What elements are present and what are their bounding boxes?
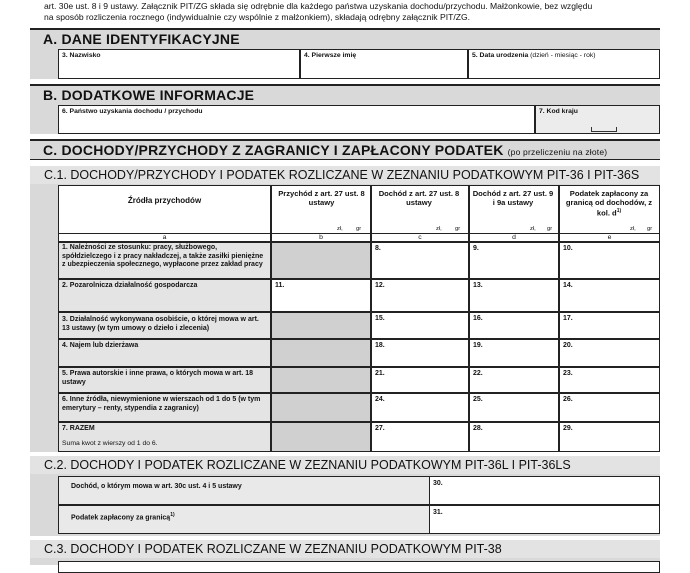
- row-1-col-b-disabled: [271, 242, 371, 279]
- header-sources: Źródła przychodów: [127, 196, 202, 205]
- row-1-col-d-field[interactable]: [469, 242, 559, 279]
- unit-zl-b: zł,: [337, 226, 343, 232]
- field-number: 29.: [563, 425, 573, 432]
- field-number: 20.: [563, 342, 573, 349]
- row-2-col-d-field[interactable]: [469, 279, 559, 312]
- field-number: 14.: [563, 282, 573, 289]
- row-7-label: 7. RAZEM: [62, 425, 95, 432]
- c2-tax-field[interactable]: [429, 505, 660, 534]
- row-3-label: 3. Działalność wykonywana osobiście, o której mowa w art. 13 ustawy (w tym umowy o dzieło i zlecenia): [62, 316, 259, 332]
- field-number: 19.: [473, 342, 483, 349]
- header-tax-paid-footnote: 1): [616, 208, 622, 214]
- column-letter-d: d: [512, 234, 516, 241]
- c2-income-label: Dochód, o którym mowa w art. 30c ust. 4 i 5 ustawy: [71, 483, 242, 490]
- c2-header: [30, 456, 660, 474]
- row-5-label: 5. Prawa autorskie i inne prawa, o których mowa w art. 18 ustawy: [62, 370, 254, 386]
- section-a-title: A. DANE IDENTYFIKACYJNE: [43, 31, 240, 47]
- c2-title: C.2. DOCHODY I PODATEK ROZLICZANE W ZEZNANIU PODATKOWYM PIT-36L I PIT-36LS: [44, 458, 571, 472]
- row-2-col-b-field[interactable]: [271, 279, 371, 312]
- row-2-label: 2. Pozarolnicza działalność gospodarcza: [62, 282, 198, 289]
- section-b-title: B. DODATKOWE INFORMACJE: [43, 87, 255, 103]
- row-1-col-e-field[interactable]: [559, 242, 660, 279]
- row-5-col-d-field[interactable]: [469, 367, 559, 393]
- row-4-label: 4. Najem lub dzierżawa: [62, 342, 139, 349]
- first-name-label: 4. Pierwsze imię: [304, 52, 357, 59]
- c2-row-tax: [58, 505, 660, 534]
- section-c-title: C. DOCHODY/PRZYCHODY Z ZAGRANICY I ZAPŁACONY PODATEK (po przeliczeniu na złote): [43, 142, 608, 158]
- row-6-col-c-field[interactable]: [371, 393, 469, 422]
- field-number: 25.: [473, 396, 483, 403]
- row-5-col-e-field[interactable]: [559, 367, 660, 393]
- field-number: 27.: [375, 425, 385, 432]
- row-2-col-e-field[interactable]: [559, 279, 660, 312]
- field-number: 26.: [563, 396, 573, 403]
- unit-zl-c: zł,: [436, 226, 442, 232]
- field-number: 17.: [563, 315, 573, 322]
- row-5-col-b-disabled: [271, 367, 371, 393]
- row-7-col-e-field[interactable]: [559, 422, 660, 452]
- row-5-col-c-field[interactable]: [371, 367, 469, 393]
- field-number: 18.: [375, 342, 385, 349]
- field-number: 15.: [375, 315, 385, 322]
- unit-zl-e: zł,: [630, 226, 636, 232]
- row-4-col-c-field[interactable]: [371, 339, 469, 367]
- unit-zl-d: zł,: [530, 226, 536, 232]
- c3-title: C.3. DOCHODY I PODATEK ROZLICZANE W ZEZNANIU PODATKOWYM PIT-38: [44, 542, 502, 556]
- field-number: 11.: [275, 282, 285, 289]
- letter-row-divider: [58, 233, 660, 234]
- c2-row-income: [58, 476, 660, 505]
- c2-income-number: 30.: [433, 480, 443, 487]
- row-2-col-c-field[interactable]: [371, 279, 469, 312]
- c2-income-field[interactable]: [429, 476, 660, 505]
- field-number: 22.: [473, 370, 483, 377]
- unit-gr-b: gr: [356, 226, 362, 232]
- c2-tax-number: 31.: [433, 509, 443, 516]
- country-label: 6. Państwo uzyskania dochodu / przychodu: [62, 108, 203, 115]
- c2-tax-footnote: 1): [170, 512, 175, 518]
- section-c-subtitle: (po przeliczeniu na złote): [507, 147, 608, 157]
- header-income-8: Dochód z art. 27 ust. 8 ustawy: [378, 189, 460, 207]
- surname-label: 3. Nazwisko: [62, 52, 101, 59]
- row-6-col-e-field[interactable]: [559, 393, 660, 422]
- column-letter-e: e: [607, 234, 612, 241]
- field-number: 12.: [375, 282, 385, 289]
- field-number: 9.: [473, 245, 479, 252]
- row-3-col-c-field[interactable]: [371, 312, 469, 339]
- field-number: 23.: [563, 370, 573, 377]
- field-number: 8.: [375, 245, 381, 252]
- row-7-col-c-field[interactable]: [371, 422, 469, 452]
- row-3-col-d-field[interactable]: [469, 312, 559, 339]
- c3-first-row[interactable]: [58, 561, 660, 573]
- row-3-col-e-field[interactable]: [559, 312, 660, 339]
- header-tax-paid: Podatek zapłacony za granicą od dochodów, z kol. $d^{1)}$: [565, 189, 653, 218]
- row-6-col-b-disabled: [271, 393, 371, 422]
- column-letter-a: a: [162, 234, 167, 241]
- field-number: 10.: [563, 245, 573, 252]
- intro-line-1: art. 30e ust. 8 i 9 ustawy. Załącznik PIT/ZG składa się odrębnie dla każdego państwa uzyskania dochodu/przychodu. Małżonkowie, bez względu: [44, 1, 593, 11]
- c3-header: [30, 540, 660, 558]
- header-income-9: Dochód z art. 27 ust. 9 i 9a ustawy: [472, 189, 554, 207]
- row-3-col-b-disabled: [271, 312, 371, 339]
- row-6-col-d-field[interactable]: [469, 393, 559, 422]
- country-code-label: 7. Kod kraju: [539, 108, 578, 115]
- column-letter-b: b: [319, 234, 323, 241]
- row-6-label: 6. Inne źródła, niewymienione w wierszach od 1 do 5 (w tym emerytury – renty, stypendia z zagranicy): [62, 396, 261, 412]
- row-1-col-c-field[interactable]: [371, 242, 469, 279]
- row-4-col-e-field[interactable]: [559, 339, 660, 367]
- birth-date-label: 5. Data urodzenia (dzień - miesiąc - rok): [472, 52, 596, 59]
- c1-title: C.1. DOCHODY/PRZYCHODY I PODATEK ROZLICZANE W ZEZNANIU PODATKOWYM PIT-36 I PIT-36S: [44, 168, 640, 182]
- row-7-col-b-disabled: [271, 422, 371, 452]
- field-number: 24.: [375, 396, 385, 403]
- row-1-label: 1. Należności ze stosunku: pracy, służbowego, spółdzielczego i z pracy nakładczej, a także zasiłki pieniężne z ubezpieczenia społecznego, wypłacone przez zakład pracy: [62, 244, 264, 269]
- field-number: 13.: [473, 282, 483, 289]
- c2-tax-label: Podatek zapłacony za granicą$^{1)}$: [71, 512, 175, 522]
- row-4-col-d-field[interactable]: [469, 339, 559, 367]
- row-4-col-b-disabled: [271, 339, 371, 367]
- header-revenue: Przychód z art. 27 ust. 8 ustawy: [278, 189, 365, 207]
- intro-line-2: na sposób rozliczenia rocznego (indywidualnie czy wspólnie z małżonkiem), składają odrębny załącznik PIT/ZG.: [44, 12, 471, 22]
- unit-gr-d: gr: [547, 226, 553, 232]
- column-letter-c: c: [418, 234, 422, 241]
- row-7-col-d-field[interactable]: [469, 422, 559, 452]
- field-number: 16.: [473, 315, 483, 322]
- unit-gr-c: gr: [455, 226, 461, 232]
- birth-date-hint: (dzień - miesiąc - rok): [530, 52, 596, 59]
- field-number: 21.: [375, 370, 385, 377]
- unit-gr-e: gr: [647, 226, 653, 232]
- field-number: 28.: [473, 425, 483, 432]
- razem-sub-label: Suma kwot z wierszy od 1 do 6.: [62, 440, 158, 447]
